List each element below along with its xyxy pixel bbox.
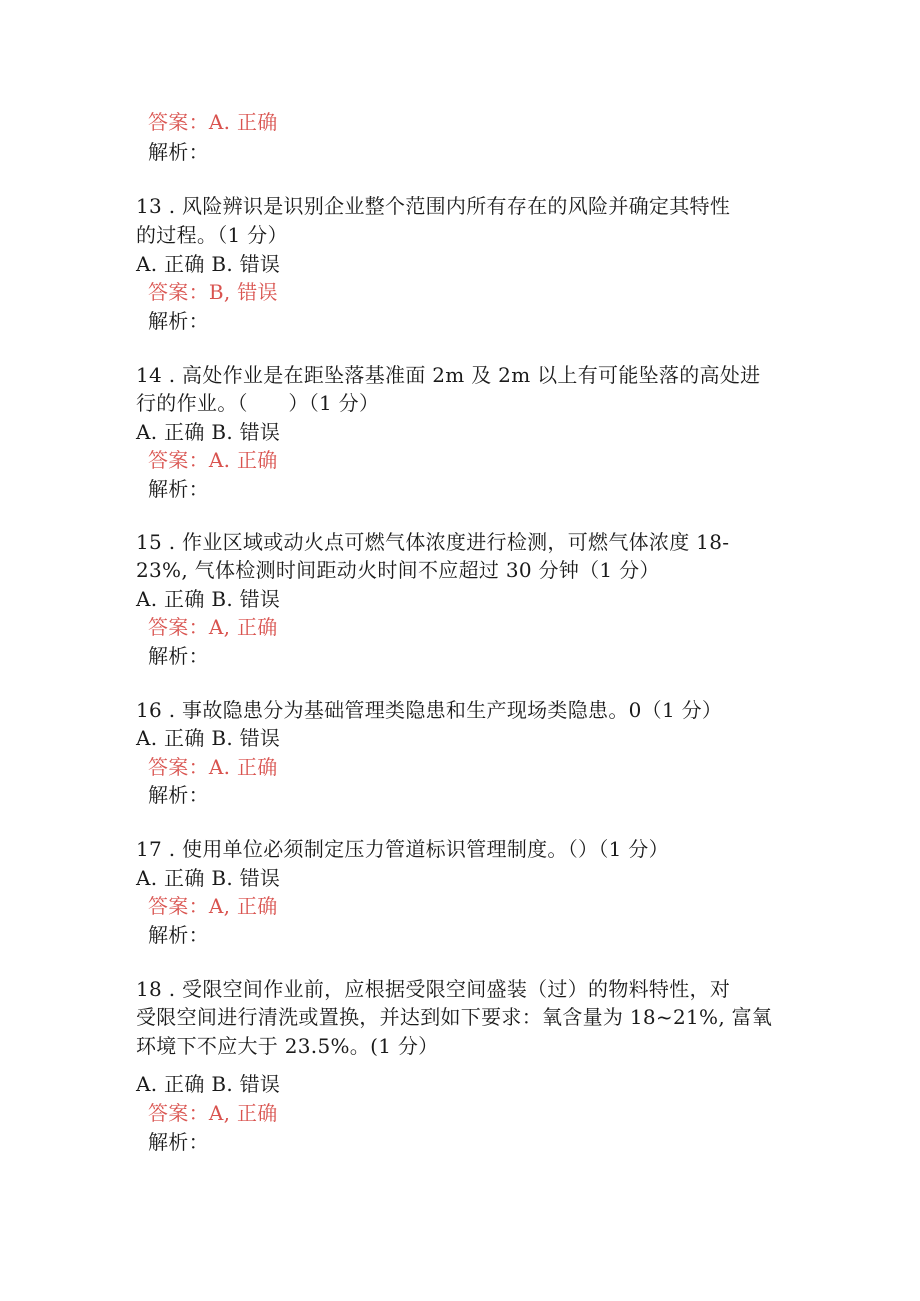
question-text: 的过程。（1 分） — [136, 223, 288, 247]
question-text: 18 . 受限空间作业前，应根据受限空间盛装（过）的物料特性，对 — [136, 977, 731, 1001]
answer-text: 答案：A. 正确 — [148, 755, 278, 779]
analysis-label: 解析： — [148, 309, 209, 333]
question-text: 15 . 作业区域或动火点可燃气体浓度进行检测，可燃气体浓度 18- — [136, 530, 730, 554]
question-text: 受限空间进行清洗或置换，并达到如下要求：氧含量为 18~21%, 富氧 — [136, 1005, 773, 1029]
answer-text: 答案：A, 正确 — [148, 615, 278, 639]
answer-text: 答案：B, 错误 — [148, 280, 278, 304]
question-text: 14 . 高处作业是在距坠落基准面 2m 及 2m 以上有可能坠落的高处进 — [136, 363, 761, 387]
analysis-label: 解析： — [148, 644, 209, 668]
answer-text: 答案：A, 正确 — [148, 1101, 278, 1125]
question-text: 17 . 使用单位必须制定压力管道标识管理制度。（）（1 分） — [136, 837, 669, 861]
question-options: A. 正确 B. 错误 — [136, 726, 281, 750]
analysis-label: 解析： — [148, 783, 209, 807]
question-text: 13 . 风险辨识是识别企业整个范围内所有存在的风险并确定其特性 — [136, 194, 731, 218]
answer-text: 答案：A, 正确 — [148, 894, 278, 918]
analysis-label: 解析： — [148, 477, 209, 501]
analysis-label: 解析： — [148, 923, 209, 947]
question-text: 16 . 事故隐患分为基础管理类隐患和生产现场类隐患。0（1 分） — [136, 698, 723, 722]
answer-text: 答案：A. 正确 — [148, 448, 278, 472]
question-options: A. 正确 B. 错误 — [136, 1072, 281, 1096]
analysis-label: 解析： — [148, 1130, 209, 1154]
answer-text: 答案：A. 正确 — [148, 110, 278, 134]
analysis-label: 解析： — [148, 140, 209, 164]
question-options: A. 正确 B. 错误 — [136, 252, 281, 276]
question-text: 23%, 气体检测时间距动火时间不应超过 30 分钟（1 分） — [136, 558, 660, 582]
question-options: A. 正确 B. 错误 — [136, 420, 281, 444]
question-text: 环境下不应大于 23.5%。(1 分） — [136, 1034, 439, 1058]
question-options: A. 正确 B. 错误 — [136, 587, 281, 611]
question-options: A. 正确 B. 错误 — [136, 866, 281, 890]
question-text: 行的作业。（ ）（1 分） — [136, 391, 380, 415]
